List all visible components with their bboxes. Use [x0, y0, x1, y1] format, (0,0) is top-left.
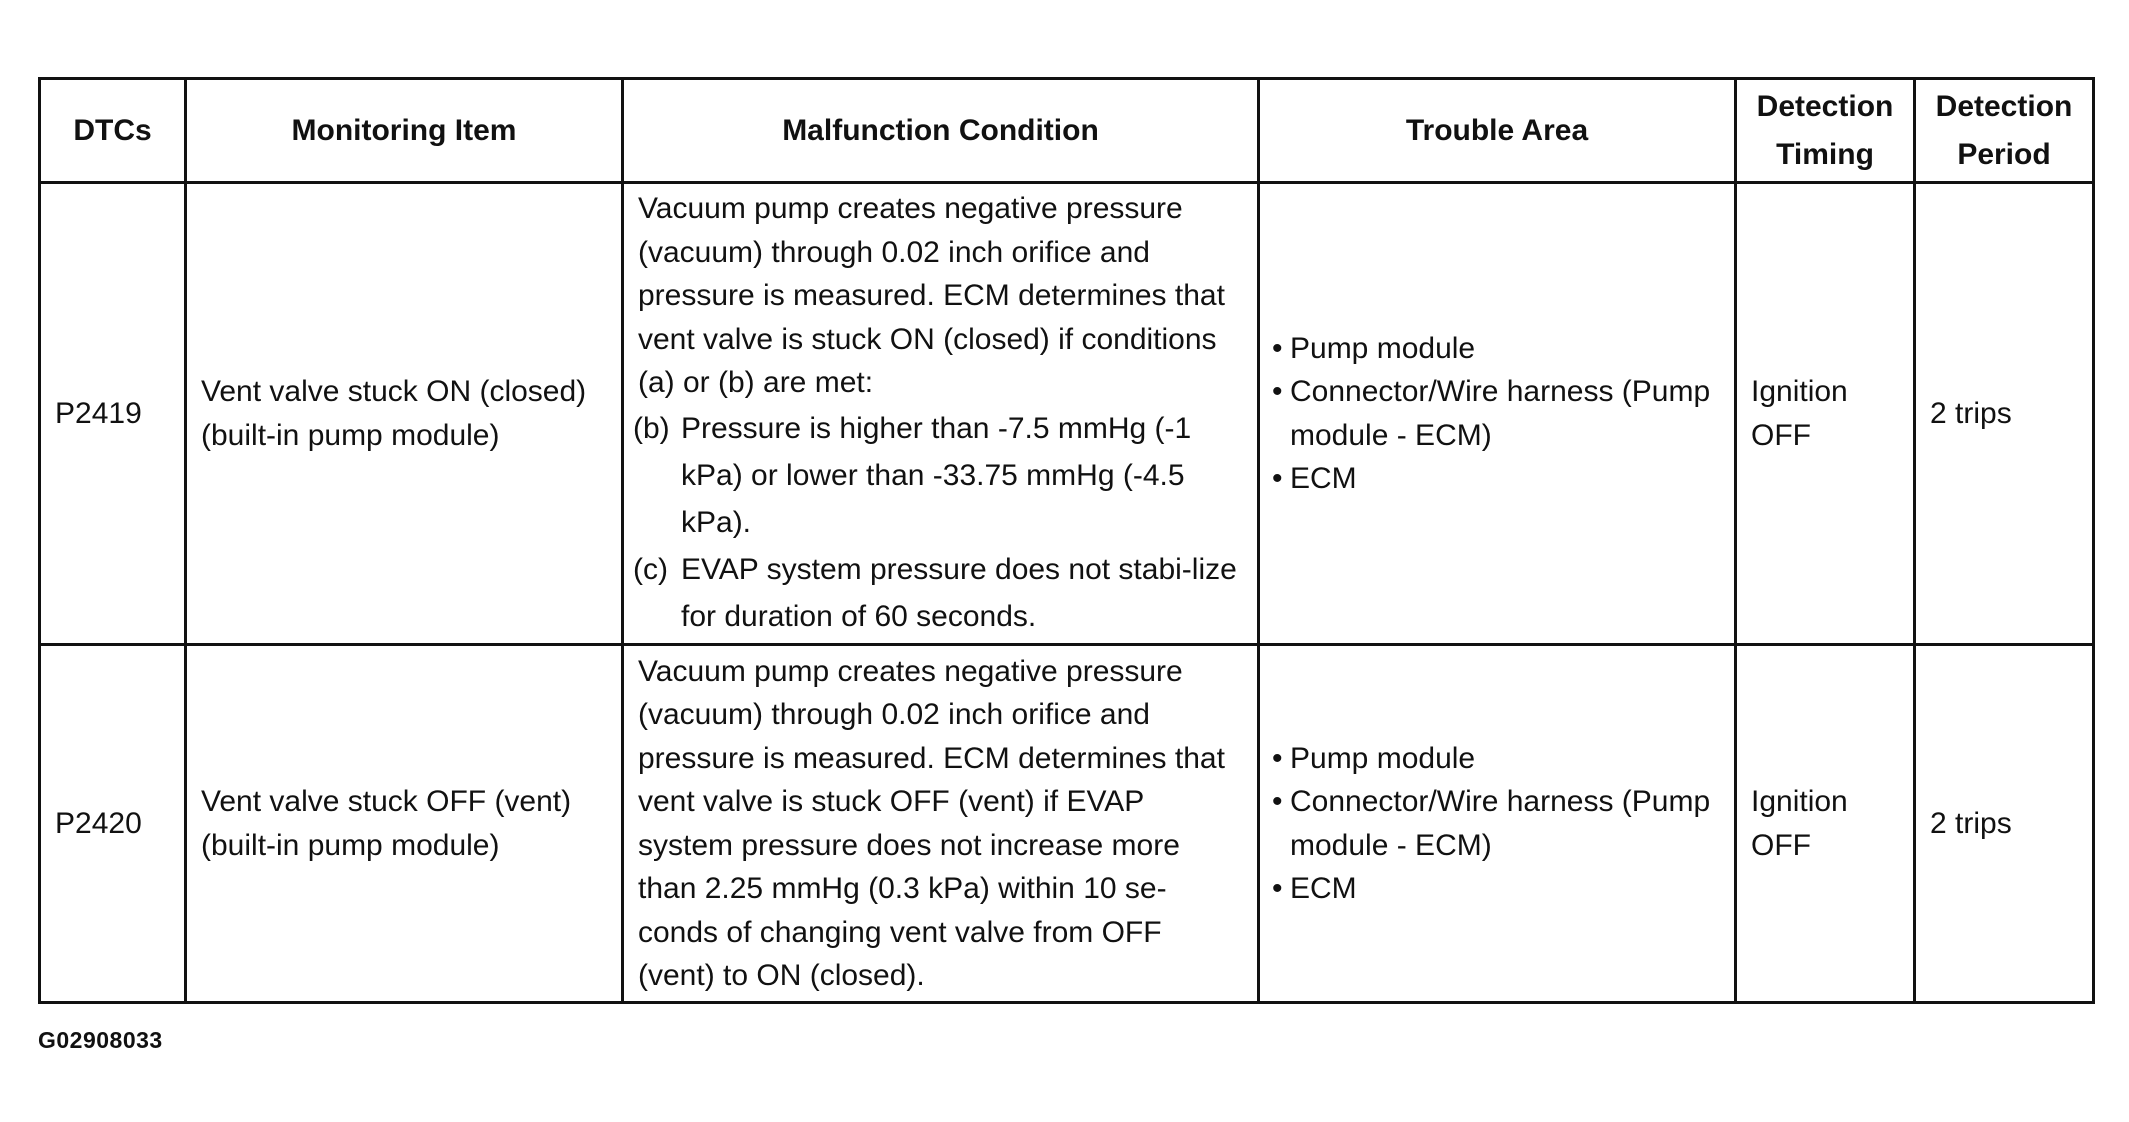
list-item: • Connector/Wire harness (Pump module - ECM) — [1274, 370, 1720, 457]
header-malfunction-condition: Malfunction Condition — [623, 79, 1259, 183]
dtc-document — [38, 77, 2095, 1004]
list-item: • Pump module — [1274, 327, 1720, 371]
figure-id: G02908033 — [38, 1027, 163, 1053]
detection-timing: Ignition OFF — [1736, 183, 1915, 645]
malfunction-condition — [623, 183, 1259, 645]
trouble-area — [1259, 183, 1736, 645]
condition-label: (b) — [633, 411, 670, 445]
condition-item — [633, 546, 1243, 640]
bullet-icon: • — [1272, 741, 1283, 775]
table-row — [40, 183, 2094, 645]
monitoring-item: Vent valve stuck ON (closed) (built-in pump module) — [186, 183, 623, 645]
trouble-area-list — [1274, 327, 1720, 501]
dtc-table — [38, 77, 2095, 1004]
bullet-icon: • — [1272, 785, 1283, 818]
condition-text: EVAP system pressure does not stabi-lize for duration of 60 seconds. — [681, 552, 1237, 633]
table-header-row — [40, 79, 2094, 183]
trouble-area — [1259, 645, 1736, 1003]
header-trouble-area: Trouble Area — [1259, 79, 1736, 183]
condition-intro: Vacuum pump creates negative pressure (vacuum) through 0.02 inch orifice and pressure is measured. ECM determines that vent valve is stuck OFF (vent) if EVAP system pressure does not increase more than 2.25 mmHg (0.3 kPa) within 10 se-conds of changing vent valve from OFF (vent) to ON (closed). — [638, 654, 1225, 992]
header-dtcs: DTCs — [40, 79, 186, 183]
bullet-icon: • — [1272, 331, 1283, 365]
header-detection-period: Detection Period — [1915, 79, 2094, 183]
bullet-icon: • — [1272, 872, 1283, 905]
detection-timing: Ignition OFF — [1736, 645, 1915, 1003]
header-detection-timing: Detection Timing — [1736, 79, 1915, 183]
bullet-icon: • — [1272, 375, 1283, 408]
condition-text: Pressure is higher than -7.5 mmHg (-1 kPa) or lower than -33.75 mmHg (-4.5 kPa). — [681, 411, 1192, 539]
list-item: • Pump module — [1274, 737, 1720, 781]
condition-intro: Vacuum pump creates negative pressure (vacuum) through 0.02 inch orifice and pressure is measured. ECM determines that vent valve is stuck ON (closed) if conditions (a) or (b) are met: — [638, 192, 1225, 400]
monitoring-item: Vent valve stuck OFF (vent) (built-in pump module) — [186, 645, 623, 1003]
table-row — [40, 645, 2094, 1003]
list-item: • ECM — [1274, 867, 1720, 911]
list-item: • Connector/Wire harness (Pump module - ECM) — [1274, 780, 1720, 867]
dtc-code: P2419 — [40, 183, 186, 645]
condition-label: (c) — [633, 552, 668, 586]
header-monitoring-item: Monitoring Item — [186, 79, 623, 183]
condition-item — [633, 405, 1243, 546]
list-item: • ECM — [1274, 457, 1720, 501]
detection-period: 2 trips — [1915, 645, 2094, 1003]
trouble-area-list — [1274, 737, 1720, 911]
malfunction-condition — [623, 645, 1259, 1003]
bullet-icon: • — [1272, 462, 1283, 495]
dtc-code: P2420 — [40, 645, 186, 1003]
condition-list — [633, 405, 1243, 640]
detection-period: 2 trips — [1915, 183, 2094, 645]
